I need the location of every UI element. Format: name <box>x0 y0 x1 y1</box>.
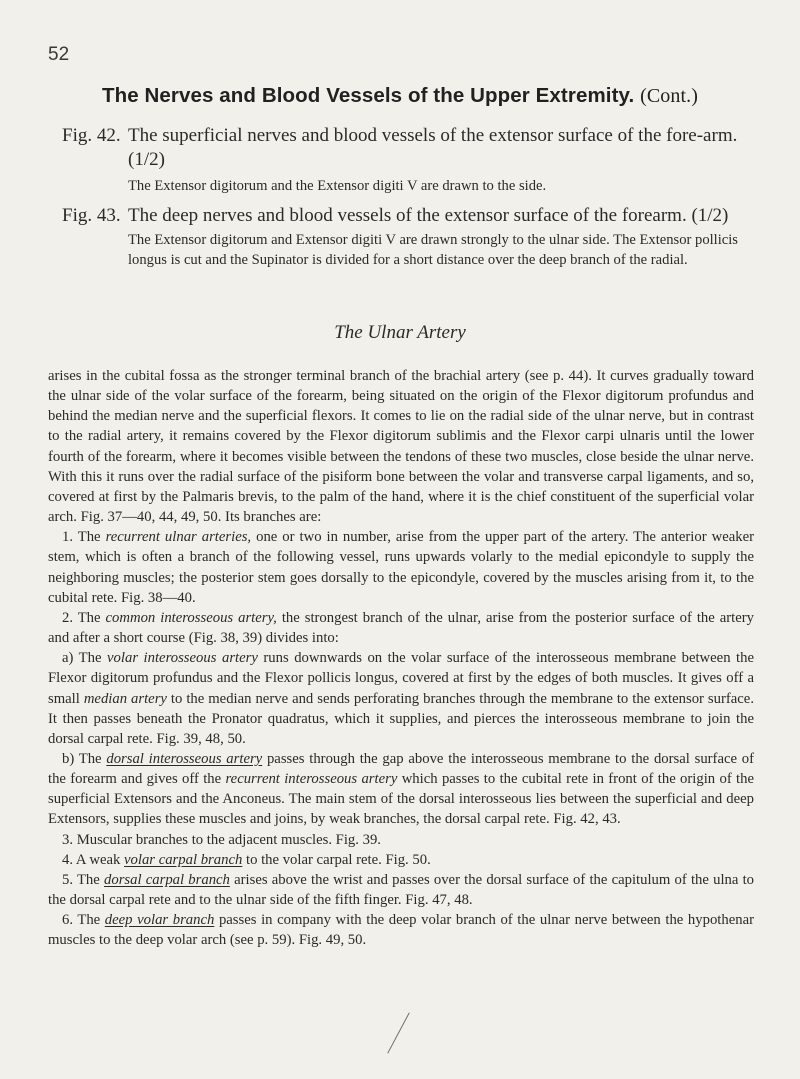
figure-title: The deep nerves and blood vessels of the extensor surface of the forearm. (1/2) <box>128 205 729 226</box>
item-text: 5. The <box>62 871 104 888</box>
item-text: to the volar carpal rete. Fig. 50. <box>242 851 431 868</box>
item-term: dorsal interosseous artery <box>106 750 263 767</box>
item-text: 3. Muscular branches to the adjacent muscles. Fig. 39. <box>62 831 381 848</box>
running-title-cont: (Cont.) <box>640 85 698 107</box>
section-heading: The Ulnar Artery <box>334 322 466 343</box>
item-term: recurrent ulnar arteries, <box>105 529 252 546</box>
item-text: arises above the wrist and passes over the dorsal surface of the capitulum of the ulna to the dorsal carpal rete and to the ulnar side of the fifth finger. Fig. 47, 48. <box>48 871 755 909</box>
body-text <box>48 366 754 951</box>
item-text: a) The <box>62 650 108 667</box>
figure-caption-43 <box>62 204 750 270</box>
item-term: median artery <box>83 690 167 707</box>
figure-caption-42 <box>62 124 750 196</box>
item-term: volar carpal branch <box>124 851 243 868</box>
item-term: deep volar branch <box>104 912 215 929</box>
item-text: runs downwards on the volar surface of the interosseous membrane between the Flexor digitorum profundus and the Flexor pollicis longus, covered at first by the edges of both muscles. It gives off a small <box>48 650 755 707</box>
figure-label: Fig. 43. <box>62 205 121 226</box>
list-item <box>48 749 754 830</box>
list-item <box>48 648 754 749</box>
item-text: 4. A weak <box>62 851 125 868</box>
running-title <box>0 84 800 108</box>
item-text: to the median nerve and sends perforating branches through the membrane to the extensor surface. It then passes beneath the Pronator quadratus, which it supplies, and pierces the interosseous membrane to join the dorsal carpal rete. Fig. 39, 48, 50. <box>48 690 754 747</box>
running-title-main: The Nerves and Blood Vessels of the Upper Extremity. <box>101 84 635 107</box>
item-text: 6. The <box>62 912 105 929</box>
stray-pen-mark <box>387 1012 409 1053</box>
item-text: 2. The <box>62 609 106 626</box>
item-text: b) The <box>62 750 107 767</box>
item-text: 1. The <box>62 529 106 546</box>
list-item <box>48 870 754 910</box>
item-term: recurrent interosseous artery <box>225 771 398 788</box>
page-number: 52 <box>48 44 70 65</box>
item-text: one or two in number, arise from the upper part of the artery. The anterior weaker stem, which is often a branch of the following vessel, runs upwards volarly to the medial epicondyle to supply the neighboring muscles; the posterior stem goes dorsally to the epicondyle, covered by the muscles arising from it, to the cubital rete. Fig. 38—40. <box>48 529 754 606</box>
intro-paragraph: arises in the cubital fossa as the stronger terminal branch of the brachial artery (see p. 44). It curves gradually toward the ulnar side of the volar surface of the forearm, being situated on the origin of the Flexor digitorum profundus and behind the median nerve and the superficial flexors. It comes to lie on the radial side of the ulnar nerve, but in contrast to the radial artery, it remains covered by the Flexor digitorum sublimis and the Flexor carpi ulnaris until the lower fourth of the forearm, where it becomes visible between the tendons of these two muscles, close beside the ulnar nerve. With this it runs over the radial surface of the pisiform bone between the volar and transverse carpal ligaments, and so, covered at first by the Palmaris brevis, to the palm of the hand, where it is the chief constituent of the superficial volar arch. Fig. 37—40, 44, 49, 50. Its branches are: <box>48 368 754 526</box>
figure-note: The Extensor digitorum and the Extensor digiti V are drawn to the side. <box>128 178 547 194</box>
item-text: the strongest branch of the ulnar, arise from the posterior surface of the artery and after a short course (Fig. 38, 39) divides into: <box>48 609 754 647</box>
list-item <box>48 527 754 608</box>
item-text: passes through the gap above the interosseous membrane to the dorsal surface of the forearm and gives off the <box>48 750 754 788</box>
item-text: which passes to the cubital rete in front of the origin of the superficial Extensors and the Anconeus. The main stem of the dorsal interosseous lies between the superficial and deep Extensors, supplies these muscles and joins, by weak branches, the dorsal carpal rete. Fig. 42, 43. <box>48 771 755 828</box>
figure-title: The superficial nerves and blood vessels of the extensor surface of the fore-arm. (1/2) <box>128 125 738 170</box>
list-item <box>48 850 754 870</box>
figure-note: The Extensor digitorum and Extensor digiti V are drawn strongly to the ulnar side. The Extensor pollicis longus is cut and the Supinator is divided for a short distance over the deep branch of the radial. <box>128 232 738 268</box>
list-item <box>48 608 754 648</box>
list-item <box>48 830 754 850</box>
item-term: dorsal carpal branch <box>104 871 230 888</box>
figure-label: Fig. 42. <box>62 125 121 146</box>
item-text: passes in company with the deep volar branch of the ulnar nerve between the hypothenar muscles to the deep volar arch (see p. 59). Fig. 49, 50. <box>48 912 754 949</box>
list-item <box>48 910 754 950</box>
item-term: common interosseous artery, <box>105 609 277 626</box>
item-term: volar interosseous artery <box>107 650 258 667</box>
